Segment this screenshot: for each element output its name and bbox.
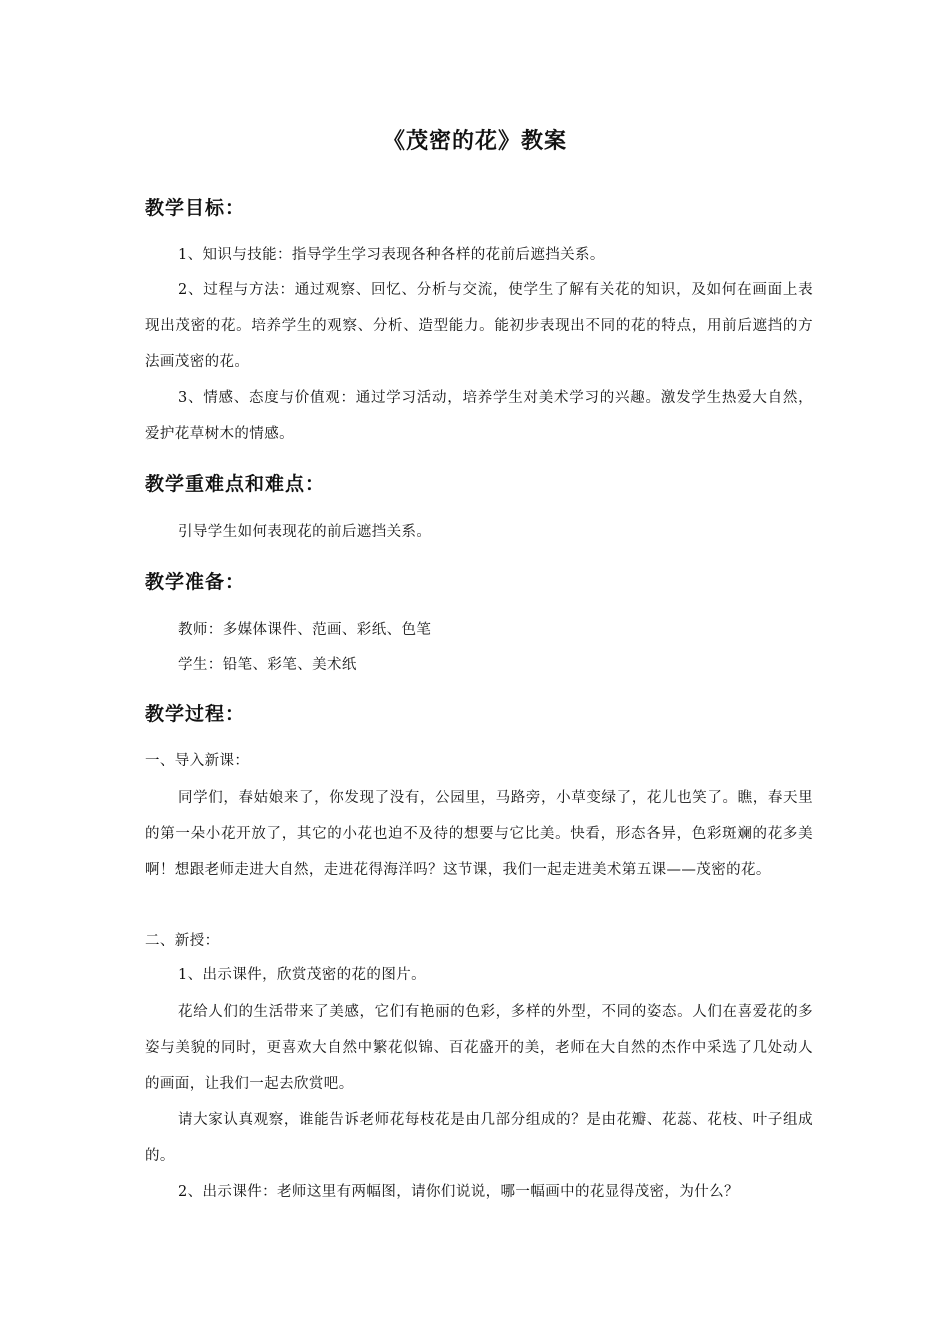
objective-item-2: 2、过程与方法：通过观察、回忆、分析与交流，使学生了解有关花的知识，及如何在画面上表现出茂密的花。培养学生的观察、分析、造型能力。能初步表现出不同的花的特点，用前后遮挡的方法画茂密的花。: [145, 282, 813, 370]
document-title: 《茂密的花》教案: [382, 129, 567, 154]
process-heading: 教学过程：: [145, 703, 246, 725]
process-part1-title: 一、导入新课：: [145, 753, 250, 769]
objectives-heading: 教学目标：: [145, 197, 246, 219]
key-points-text: 引导学生如何表现花的前后遮挡关系。: [178, 524, 432, 540]
process-step1-text2: 请大家认真观察，谁能告诉老师花每枝花是由几部分组成的？是由花瓣、花蕊、花枝、叶子组成的。: [145, 1112, 813, 1164]
process-part2-title: 二、新授：: [145, 933, 220, 949]
process-part1-text: 同学们，春姑娘来了，你发现了没有，公园里，马路旁，小草变绿了，花儿也笑了。瞧，春天里的第一朵小花开放了，其它的小花也迫不及待的想要与它比美。快看，形态各异，色彩斑斓的花多美啊！想跟老师走进大自然，走进花得海洋吗？这节课，我们一起走进美术第五课——茂密的花。: [145, 790, 813, 878]
process-step1-text1: 花给人们的生活带来了美感，它们有艳丽的色彩，多样的外型，不同的姿态。人们在喜爱花的多姿与美貌的同时，更喜欢大自然中繁花似锦、百花盛开的美，老师在大自然的杰作中采选了几处动人的画面，让我们一起去欣赏吧。: [145, 1004, 813, 1092]
preparation-teacher: 教师：多媒体课件、范画、彩纸、色笔: [178, 622, 432, 638]
key-points-heading: 教学重难点和难点：: [145, 473, 326, 495]
process-step2: 2、出示课件：老师这里有两幅图，请你们说说，哪一幅画中的花显得茂密，为什么？: [178, 1184, 739, 1200]
process-step1: 1、出示课件，欣赏茂密的花的图片。: [178, 967, 427, 983]
preparation-student: 学生：铅笔、彩笔、美术纸: [178, 657, 357, 673]
objective-item-1: 1、知识与技能：指导学生学习表现各种各样的花前后遮挡关系。: [178, 247, 605, 263]
objective-item-3: 3、情感、态度与价值观：通过学习活动，培养学生对美术学习的兴趣。激发学生热爱大自然，爱护花草树木的情感。: [145, 390, 813, 442]
preparation-heading: 教学准备：: [145, 571, 246, 593]
